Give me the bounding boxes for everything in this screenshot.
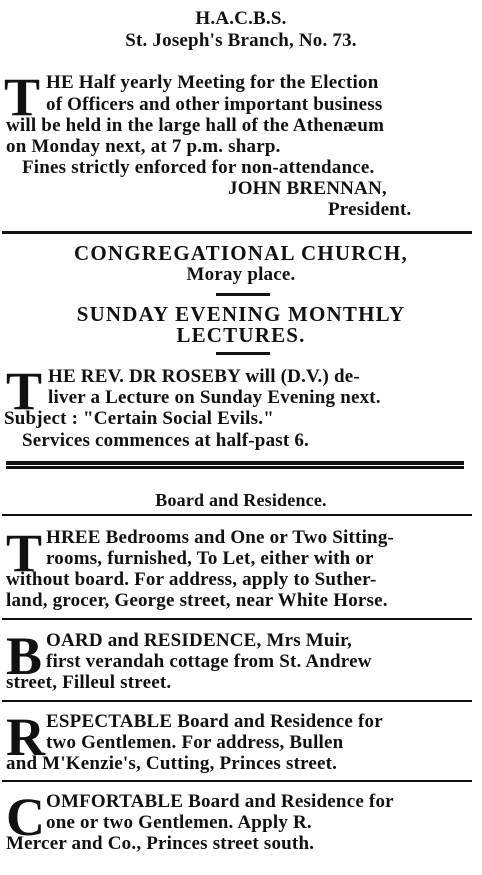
ad-rule bbox=[2, 700, 472, 702]
ad-3-drop-cap: R bbox=[6, 707, 45, 767]
ad-1-line-3: without board. For address, apply to Suther- bbox=[6, 569, 377, 590]
ad-3-line-1: ESPECTABLE Board and Residence for bbox=[46, 711, 383, 732]
ad-rule bbox=[2, 618, 472, 620]
church-heading-line-1: SUNDAY EVENING MONTHLY bbox=[76, 302, 406, 326]
ad-1-line-4: land, grocer, George street, near White Horse. bbox=[6, 590, 388, 611]
church-title: CONGREGATIONAL CHURCH, bbox=[73, 241, 409, 265]
ad-1-drop-cap: T bbox=[6, 523, 43, 583]
section-rule bbox=[2, 231, 472, 234]
hacbs-title: H.A.C.B.S. bbox=[195, 8, 287, 29]
ad-4-drop-cap: C bbox=[6, 787, 45, 847]
ad-rule bbox=[2, 514, 472, 516]
hacbs-line-2: of Officers and other important business bbox=[46, 94, 383, 115]
double-rule bbox=[6, 461, 464, 469]
ad-3-line-3: and M'Kenzie's, Cutting, Princes street. bbox=[6, 753, 338, 774]
ad-4-line-1: OMFORTABLE Board and Residence for bbox=[46, 791, 394, 812]
ad-rule bbox=[2, 780, 472, 782]
hacbs-signer-title: President. bbox=[328, 199, 412, 220]
ad-1-line-1: HREE Bedrooms and One or Two Sitting- bbox=[46, 527, 395, 548]
hacbs-line-3: will be held in the large hall of the Athenæum bbox=[6, 115, 385, 136]
ad-4-line-2: one or two Gentlemen. Apply R. bbox=[46, 812, 312, 833]
ad-4-line-3: Mercer and Co., Princes street south. bbox=[6, 833, 315, 854]
short-rule bbox=[216, 293, 270, 296]
hacbs-line-5: Fines strictly enforced for non-attendance. bbox=[22, 157, 375, 178]
hacbs-line-4: on Monday next, at 7 p.m. sharp. bbox=[6, 136, 281, 157]
church-line-4: Services commences at half-past 6. bbox=[22, 430, 309, 451]
ad-1-line-2: rooms, furnished, To Let, either with or bbox=[46, 548, 374, 569]
ad-3-line-2: two Gentlemen. For address, Bullen bbox=[46, 732, 344, 753]
short-rule bbox=[216, 352, 270, 355]
hacbs-drop-cap: T bbox=[4, 67, 41, 127]
board-heading: Board and Residence. bbox=[155, 490, 327, 510]
ad-2-line-3: street, Filleul street. bbox=[6, 672, 172, 693]
church-place: Moray place. bbox=[186, 264, 296, 285]
church-line-1: HE REV. DR ROSEBY will (D.V.) de- bbox=[48, 366, 360, 387]
church-heading-line-2: LECTURES. bbox=[176, 323, 306, 347]
church-line-2: liver a Lecture on Sunday Evening next. bbox=[48, 387, 381, 408]
hacbs-subtitle: St. Joseph's Branch, No. 73. bbox=[125, 30, 357, 51]
church-drop-cap: T bbox=[6, 361, 43, 421]
hacbs-signer: JOHN BRENNAN, bbox=[228, 178, 387, 199]
hacbs-line-1: HE Half yearly Meeting for the Election bbox=[46, 72, 379, 93]
ad-2-line-1: OARD and RESIDENCE, Mrs Muir, bbox=[46, 630, 352, 651]
ad-2-line-2: first verandah cottage from St. Andrew bbox=[46, 651, 372, 672]
ad-2-drop-cap: B bbox=[6, 626, 43, 686]
church-line-3: Subject : "Certain Social Evils." bbox=[4, 408, 274, 429]
